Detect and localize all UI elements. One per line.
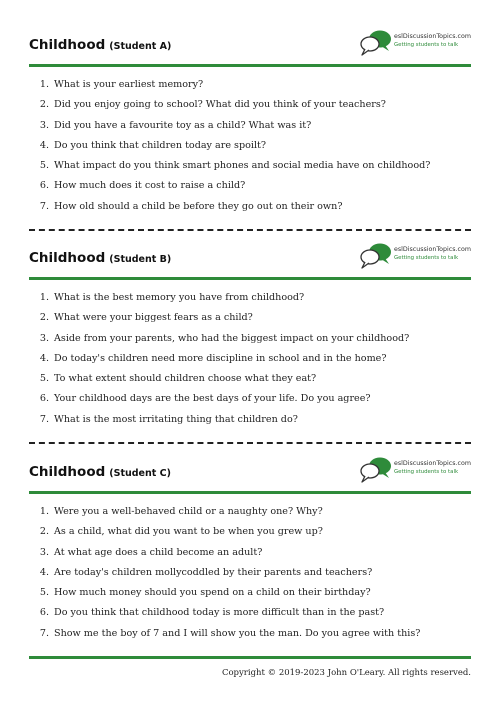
cut-line [29,229,471,231]
logo-site-name: eslDiscussionTopics.com [394,460,471,467]
section-divider [29,277,471,280]
section-title [29,464,171,480]
section-title-text: Childhood [29,250,106,266]
question-item: 1. What is your earliest memory? [39,79,204,90]
section-title-text: Childhood [29,37,106,53]
question-item: 1. Were you a well-behaved child or a naughty one? Why? [39,506,323,517]
section-title-text: Childhood [29,464,106,480]
question-item: 7. Show me the boy of 7 and I will show you the man. Do you agree with this? [39,627,421,639]
logo-tagline: Getting students to talk [394,255,459,261]
question-item: 2. What were your biggest fears as a child? [39,312,253,324]
question-item: 4. Do you think that children today are spoilt? [39,139,267,151]
section-header [29,460,471,494]
section-divider [29,491,471,494]
logo-site-name: eslDiscussionTopics.com [394,33,471,40]
site-logo [359,456,471,486]
section-student-b [29,246,471,425]
question-list [37,288,471,430]
question-item: 5. How much money should you spend on a child on their birthday? [39,587,371,599]
section-subtitle: (Student C) [109,468,171,479]
question-item: 4. Do today's children need more discipline in school and in the home? [39,352,387,364]
question-item: 2. Did you enjoy going to school? What did you think of your teachers? [39,99,386,111]
section-title [29,37,171,53]
section-title [29,250,171,266]
section-subtitle: (Student B) [109,254,172,265]
question-item: 3. Aside from your parents, who had the biggest impact on your childhood? [39,332,410,344]
question-item: 5. To what extent should children choose what they eat? [39,373,317,385]
question-item: 4. Are today's children mollycoddled by their parents and teachers? [39,566,373,578]
question-list [37,75,471,217]
question-item: 7. How old should a child be before they go out on their own? [39,200,343,212]
section-header [29,246,471,280]
footer-divider [29,656,471,659]
question-item: 3. At what age does a child become an adult? [39,546,263,558]
copyright-notice: Copyright © 2019-2023 John O'Leary. All rights reserved. [221,668,471,678]
question-item: 6. Do you think that childhood today is more difficult than in the past? [39,607,385,619]
question-item: 2. As a child, what did you want to be when you grew up? [39,526,323,538]
question-item: 6. How much does it cost to raise a child? [39,180,246,192]
logo-site-name: eslDiscussionTopics.com [394,246,471,253]
site-logo [359,29,471,59]
question-list [37,502,471,644]
cut-line [29,442,471,444]
site-logo [359,242,471,272]
section-header [29,33,471,67]
question-item: 1. What is the best memory you have from childhood? [39,292,305,303]
question-item: 5. What impact do you think smart phones and social media have on childhood? [39,160,431,172]
question-item: 7. What is the most irritating thing that children do? [39,413,298,425]
section-divider [29,64,471,67]
section-student-c [29,460,471,639]
speech-bubbles-icon [359,456,393,484]
speech-bubbles-icon [359,242,393,270]
section-student-a [29,33,471,212]
section-subtitle: (Student A) [109,41,172,52]
question-item: 6. Your childhood days are the best days of your life. Do you agree? [39,393,371,405]
question-item: 3. Did you have a favourite toy as a child? What was it? [39,119,312,131]
logo-tagline: Getting students to talk [394,469,459,475]
speech-bubbles-icon [359,29,393,57]
logo-tagline: Getting students to talk [394,42,459,48]
